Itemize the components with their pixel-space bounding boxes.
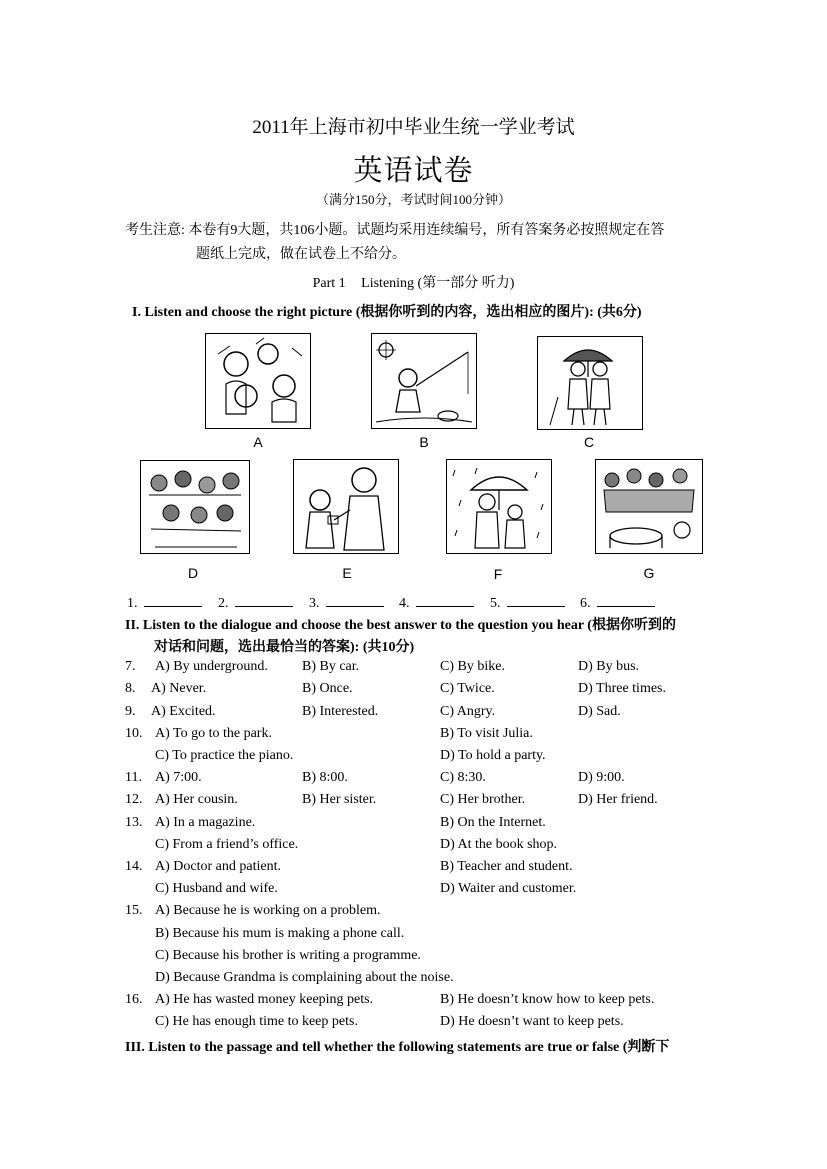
q8-option-c[interactable]: C) Twice.: [440, 681, 495, 696]
q7-option-a[interactable]: A) By underground.: [155, 659, 268, 674]
q16-option-c[interactable]: C) He has enough time to keep pets.: [155, 1014, 358, 1029]
q7-option-b[interactable]: B) By car.: [302, 659, 360, 674]
q15-option-b[interactable]: B) Because his mum is making a phone call.: [155, 926, 405, 941]
exam-title: 2011年上海市初中毕业生统一学业考试: [252, 117, 575, 138]
q13-option-b[interactable]: B) On the Internet.: [440, 815, 546, 830]
part-name: Listening (第一部分 听力): [361, 276, 515, 291]
section-1-title: I. Listen and choose the right picture (根据你听到的内容，选出相应的图片): (共6分): [132, 305, 642, 320]
q9-option-a[interactable]: A) Excited.: [151, 704, 216, 719]
q12-option-a[interactable]: A) Her cousin.: [155, 792, 238, 807]
question-number-10: 10.: [125, 726, 143, 741]
q16-option-b[interactable]: B) He doesn’t know how to keep pets.: [440, 992, 655, 1007]
fishing-picture-icon: [372, 334, 476, 428]
picture-label-a: A: [253, 434, 263, 450]
umbrella-couple-picture-icon: [538, 337, 642, 429]
notice-line-2: 题纸上完成，做在试卷上不给分。: [196, 247, 406, 262]
teacher-student-picture-icon: [294, 460, 398, 553]
notice-line-1: 考生注意: 本卷有9大题，共106小题。试题均采用连续编号，所有答案务必按照规定在答: [125, 223, 665, 238]
answer-blank-4[interactable]: 4.: [399, 594, 474, 612]
q11-option-d[interactable]: D) 9:00.: [578, 770, 625, 785]
picture-label-e: E: [342, 565, 352, 581]
question-number-8: 8.: [125, 681, 136, 696]
q13-option-d[interactable]: D) At the book shop.: [440, 837, 558, 852]
q15-option-a[interactable]: A) Because he is working on a problem.: [155, 903, 381, 918]
q9-option-d[interactable]: D) Sad.: [578, 704, 621, 719]
party-picture-icon: [596, 460, 702, 553]
q13-option-a[interactable]: A) In a magazine.: [155, 815, 256, 830]
question-number-16: 16.: [125, 992, 143, 1007]
q15-option-c[interactable]: C) Because his brother is writing a programme.: [155, 948, 421, 963]
question-number-13: 13.: [125, 815, 143, 830]
q14-option-a[interactable]: A) Doctor and patient.: [155, 859, 281, 874]
picture-g: [595, 459, 703, 554]
q11-option-c[interactable]: C) 8:30.: [440, 770, 486, 785]
part-label: Part 1: [312, 276, 346, 291]
part-heading: [0, 272, 827, 292]
picture-a: [205, 333, 311, 429]
section-2-title-line-1: II. Listen to the dialogue and choose the best answer to the question you hear (根据你听到的: [125, 618, 676, 633]
q14-option-b[interactable]: B) Teacher and student.: [440, 859, 573, 874]
picture-label-g: G: [643, 565, 655, 581]
q15-option-d[interactable]: D) Because Grandma is complaining about the noise.: [155, 970, 454, 985]
picture-d: [140, 460, 250, 554]
q8-option-d[interactable]: D) Three times.: [578, 681, 666, 696]
q7-option-d[interactable]: D) By bus.: [578, 659, 640, 674]
answer-blank-3[interactable]: 3.: [309, 594, 384, 612]
answer-blank-5[interactable]: 5.: [490, 594, 565, 612]
question-number-12: 12.: [125, 792, 143, 807]
people-group-picture-icon: [206, 334, 310, 428]
picture-c: [537, 336, 643, 430]
q14-option-c[interactable]: C) Husband and wife.: [155, 881, 278, 896]
answer-blank-6[interactable]: 6.: [580, 594, 655, 612]
q11-option-a[interactable]: A) 7:00.: [155, 770, 202, 785]
q9-option-c[interactable]: C) Angry.: [440, 704, 496, 719]
q12-option-b[interactable]: B) Her sister.: [302, 792, 377, 807]
q13-option-c[interactable]: C) From a friend’s office.: [155, 837, 299, 852]
q10-option-c[interactable]: C) To practice the piano.: [155, 748, 294, 763]
q16-option-d[interactable]: D) He doesn’t want to keep pets.: [440, 1014, 624, 1029]
rain-umbrella-picture-icon: [447, 460, 551, 553]
question-number-11: 11.: [125, 770, 142, 785]
question-number-14: 14.: [125, 859, 143, 874]
score-time: （满分150分，考试时间100分钟）: [315, 192, 511, 207]
question-number-7: 7.: [125, 659, 136, 674]
q10-option-d[interactable]: D) To hold a party.: [440, 748, 546, 763]
q8-option-b[interactable]: B) Once.: [302, 681, 353, 696]
q14-option-d[interactable]: D) Waiter and customer.: [440, 881, 577, 896]
q12-option-d[interactable]: D) Her friend.: [578, 792, 658, 807]
picture-f: [446, 459, 552, 554]
crowd-picture-icon: [141, 461, 249, 553]
q10-option-a[interactable]: A) To go to the park.: [155, 726, 272, 741]
q16-option-a[interactable]: A) He has wasted money keeping pets.: [155, 992, 374, 1007]
section-3-title: III. Listen to the passage and tell whether the following statements are true or false (判断下: [125, 1040, 670, 1055]
paper-title: 英语试卷: [353, 155, 474, 187]
section-2-title-line-2: 对话和问题，选出最恰当的答案): (共10分): [154, 640, 415, 655]
picture-b: [371, 333, 477, 429]
picture-e: [293, 459, 399, 554]
q10-option-b[interactable]: B) To visit Julia.: [440, 726, 533, 741]
q8-option-a[interactable]: A) Never.: [151, 681, 207, 696]
question-number-9: 9.: [125, 704, 136, 719]
picture-label-f: F: [493, 566, 503, 582]
answer-blank-1[interactable]: 1.: [127, 594, 202, 612]
q9-option-b[interactable]: B) Interested.: [302, 704, 379, 719]
answer-blank-2[interactable]: 2.: [218, 594, 293, 612]
picture-label-c: C: [583, 434, 595, 450]
picture-label-b: B: [419, 434, 429, 450]
picture-label-d: D: [187, 565, 199, 581]
q7-option-c[interactable]: C) By bike.: [440, 659, 505, 674]
q12-option-c[interactable]: C) Her brother.: [440, 792, 526, 807]
q11-option-b[interactable]: B) 8:00.: [302, 770, 348, 785]
question-number-15: 15.: [125, 903, 143, 918]
